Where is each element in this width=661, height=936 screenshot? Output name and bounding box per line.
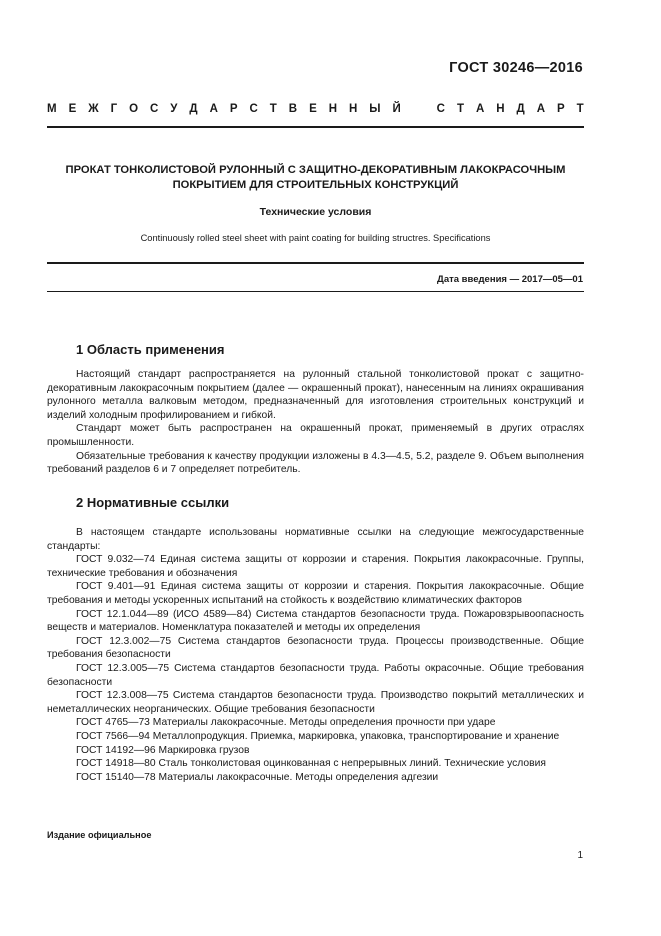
paragraph: Обязательные требования к качеству продукции изложены в 4.3—4.5, 5.2, разделе 9. Объем выполнения требований разделов 6 и 7 определяет потребитель. xyxy=(47,450,584,476)
title-rule xyxy=(47,262,584,264)
banner-letter: Т xyxy=(576,103,584,115)
banner-letter: С xyxy=(436,103,445,115)
introduction-date: Дата введения — 2017—05—01 xyxy=(437,274,583,285)
paragraph: ГОСТ 14918—80 Сталь тонколистовая оцинкованная с непрерывных линий. Технические условия xyxy=(76,758,546,770)
banner-letter: С xyxy=(249,103,258,115)
document-subtitle: Технические условия xyxy=(259,206,372,218)
banner-letter: Н xyxy=(496,103,505,115)
section-2-body xyxy=(47,526,584,784)
paragraph: ГОСТ 12.3.002—75 Система стандартов безопасности труда. Процессы производственные. Общие требования безопасности xyxy=(47,635,584,661)
banner-letter: Ж xyxy=(88,103,99,115)
paragraph: Настоящий стандарт распространяется на рулонный стальной тонколистовой прокат с защитно-декоративным лакокрасочным покрытием (далее — окрашенный прокат), нанесенным на линиях окрашивания рулонного металла валковым методом, предназначенный для изготовления строительных конструкций и изделий холодным профилированием и гибкой. xyxy=(47,369,584,421)
banner-letter: Д xyxy=(516,103,525,115)
interstate-standard-banner xyxy=(47,103,584,115)
banner-letter: А xyxy=(475,103,485,115)
banner-letter: Д xyxy=(189,103,198,115)
banner-letter: Р xyxy=(556,103,565,115)
english-title: Continuously rolled steel sheet with paint coating for building structres. Specifications xyxy=(140,233,491,243)
paragraph: ГОСТ 14192—96 Маркировка грузов xyxy=(76,744,250,756)
edition-note: Издание официальное xyxy=(47,830,152,840)
banner-letter: А xyxy=(536,103,545,115)
paragraph: ГОСТ 7566—94 Металлопродукция. Приемка, маркировка, упаковка, транспортирование и хранение xyxy=(76,730,560,742)
paragraph: ГОСТ 15140—78 Материалы лакокрасочные. Методы определения адгезии xyxy=(76,771,439,783)
banner-letter: М xyxy=(47,103,57,115)
paragraph: Стандарт может быть распространен на окрашенный прокат, применяемый в других отраслях промышленности. xyxy=(47,423,584,448)
section-1-heading: 1 Область применения xyxy=(76,342,225,357)
banner-letter: Т xyxy=(269,103,277,115)
banner-letter: Н xyxy=(348,103,358,115)
banner-letter: Е xyxy=(309,103,317,115)
page-number: 1 xyxy=(577,850,583,861)
section-1-body xyxy=(47,368,584,477)
title-line-2: ПОКРЫТИЕМ ДЛЯ СТРОИТЕЛЬНЫХ КОНСТРУКЦИЙ xyxy=(172,179,459,191)
document-code: ГОСТ 30246—2016 xyxy=(449,60,583,76)
banner-letter: В xyxy=(288,103,298,115)
paragraph: В настоящем стандарте использованы нормативные ссылки на следующие межгосударственные стандарты: xyxy=(47,527,584,552)
banner-letter: У xyxy=(170,103,178,115)
banner-letter: А xyxy=(209,103,218,115)
paragraph: ГОСТ 12.1.044—89 (ИСО 4589—84) Система стандартов безопасности труда. Пожаровзрывоопасность веществ и материалов. Номенклатура показателей и методы их определения xyxy=(47,608,584,634)
title-line-1: ПРОКАТ ТОНКОЛИСТОВОЙ РУЛОННЫЙ С ЗАЩИТНО-ДЕКОРАТИВНЫМ ЛАКОКРАСОЧНЫМ xyxy=(65,164,566,176)
banner-letter: Г xyxy=(110,103,118,115)
paragraph: ГОСТ 9.032—74 Единая система защиты от коррозии и старения. Покрытия лакокрасочные. Группы, технические требования и обозначения xyxy=(47,554,584,579)
paragraph: ГОСТ 12.3.008—75 Система стандартов безопасности труда. Производство покрытий металлических и неметаллических неорганических. Общие требования безопасности xyxy=(47,690,584,715)
banner-letter: О xyxy=(129,103,139,115)
document-title xyxy=(47,163,584,193)
date-rule xyxy=(47,291,584,292)
banner-letter: Й xyxy=(392,103,401,115)
paragraph: ГОСТ 9.401—91 Единая система защиты от коррозии и старения. Покрытия лакокрасочные. Общие требования и методы ускоренных испытаний на стойкость к воздействию климатических факторов xyxy=(47,581,584,606)
banner-letter: Т xyxy=(456,103,464,115)
paragraph: ГОСТ 12.3.005—75 Система стандартов безопасности труда. Работы окрасочные. Общие требования безопасности xyxy=(47,662,584,688)
header-rule xyxy=(47,126,584,128)
paragraph: ГОСТ 4765—73 Материалы лакокрасочные. Методы определения прочности при ударе xyxy=(76,717,496,729)
banner-letter: Е xyxy=(68,103,77,115)
banner-letter: Р xyxy=(229,103,238,115)
banner-letter: С xyxy=(150,103,159,115)
banner-letter: Н xyxy=(328,103,338,115)
section-2-heading: 2 Нормативные ссылки xyxy=(76,495,230,510)
banner-letter: Ы xyxy=(369,103,381,115)
